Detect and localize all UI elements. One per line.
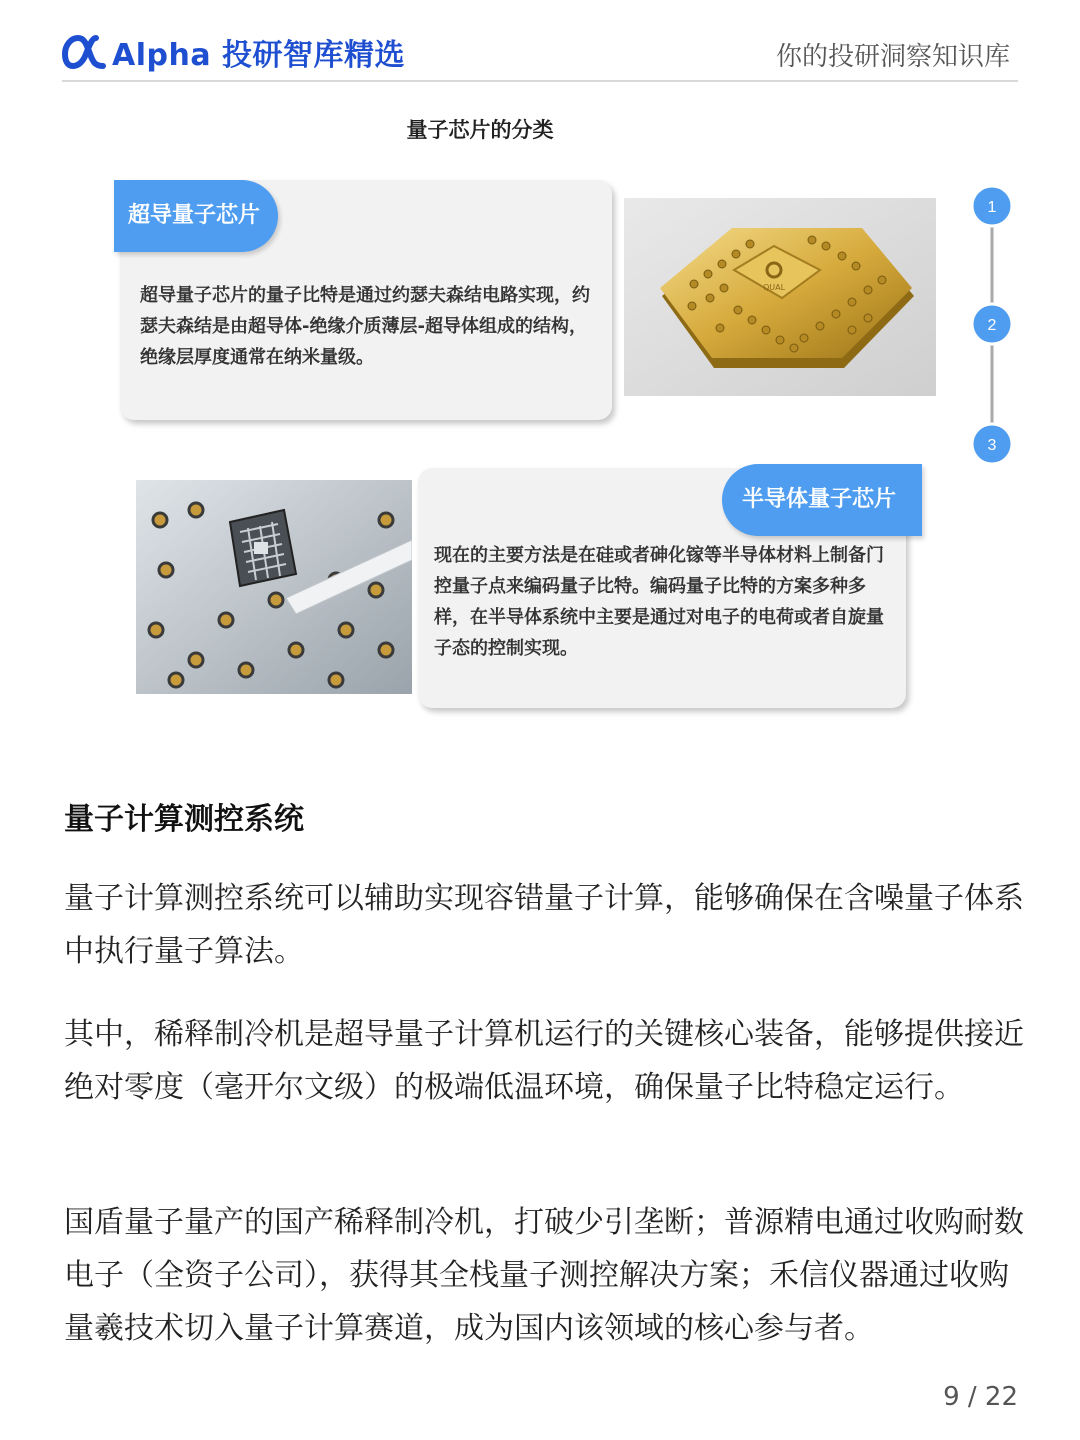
- paragraph-3: 国盾量子量产的国产稀释制冷机，打破少引垄断；普源精电通过收购耐数电子（全资子公司），获得其全栈量子测控解决方案；禾信仪器通过收购量羲技术切入量子计算赛道，成为国内该领域的核心参与者。: [64, 1205, 1024, 1346]
- step-1-label: 1: [987, 199, 997, 216]
- paragraph-2: 其中，稀释制冷机是超导量子计算机运行的关键核心装备，能够提供接近绝对零度（毫开尔文级）的极端低温环境，确保量子比特稳定运行。: [64, 1017, 1024, 1105]
- superconducting-label: 超导量子芯片: [114, 180, 278, 252]
- superconducting-text: 超导量子芯片的量子比特是通过约瑟夫森结电路实现，约瑟夫森结是由超导体-绝缘介质薄层-超导体组成的结构，绝缘层厚度通常在纳米量级。: [140, 285, 590, 368]
- chip-logo-text: QUAL: [762, 283, 786, 292]
- section-title: 量子计算测控系统: [64, 802, 304, 837]
- page-header: [62, 28, 1018, 82]
- step-3-label: 3: [987, 437, 997, 454]
- semiconductor-chip-image: [136, 480, 412, 694]
- step-2-label: 2: [987, 317, 997, 334]
- paragraph-1: 量子计算测控系统可以辅助实现容错量子计算，能够确保在含噪量子体系中执行量子算法。: [64, 881, 1024, 969]
- superconducting-chip-image: [624, 198, 936, 396]
- semiconductor-label: 半导体量子芯片: [722, 464, 922, 536]
- alpha-logo-icon: [62, 32, 106, 72]
- brand: [62, 30, 405, 74]
- step-indicator: [968, 184, 1016, 468]
- semiconductor-text: 现在的主要方法是在硅或者砷化镓等半导体材料上制备门控量子点来编码量子比特。编码量子比特的方案多种多样，在半导体系统中主要是通过对电子的电荷或者自旋量子态的控制实现。: [434, 545, 884, 659]
- page-number: 9 / 22: [943, 1382, 1018, 1412]
- header-tagline: 你的投研洞察知识库: [775, 42, 1010, 72]
- brand-title: Alpha 投研智库精选: [112, 38, 406, 73]
- figure-title: 量子芯片的分类: [406, 118, 554, 142]
